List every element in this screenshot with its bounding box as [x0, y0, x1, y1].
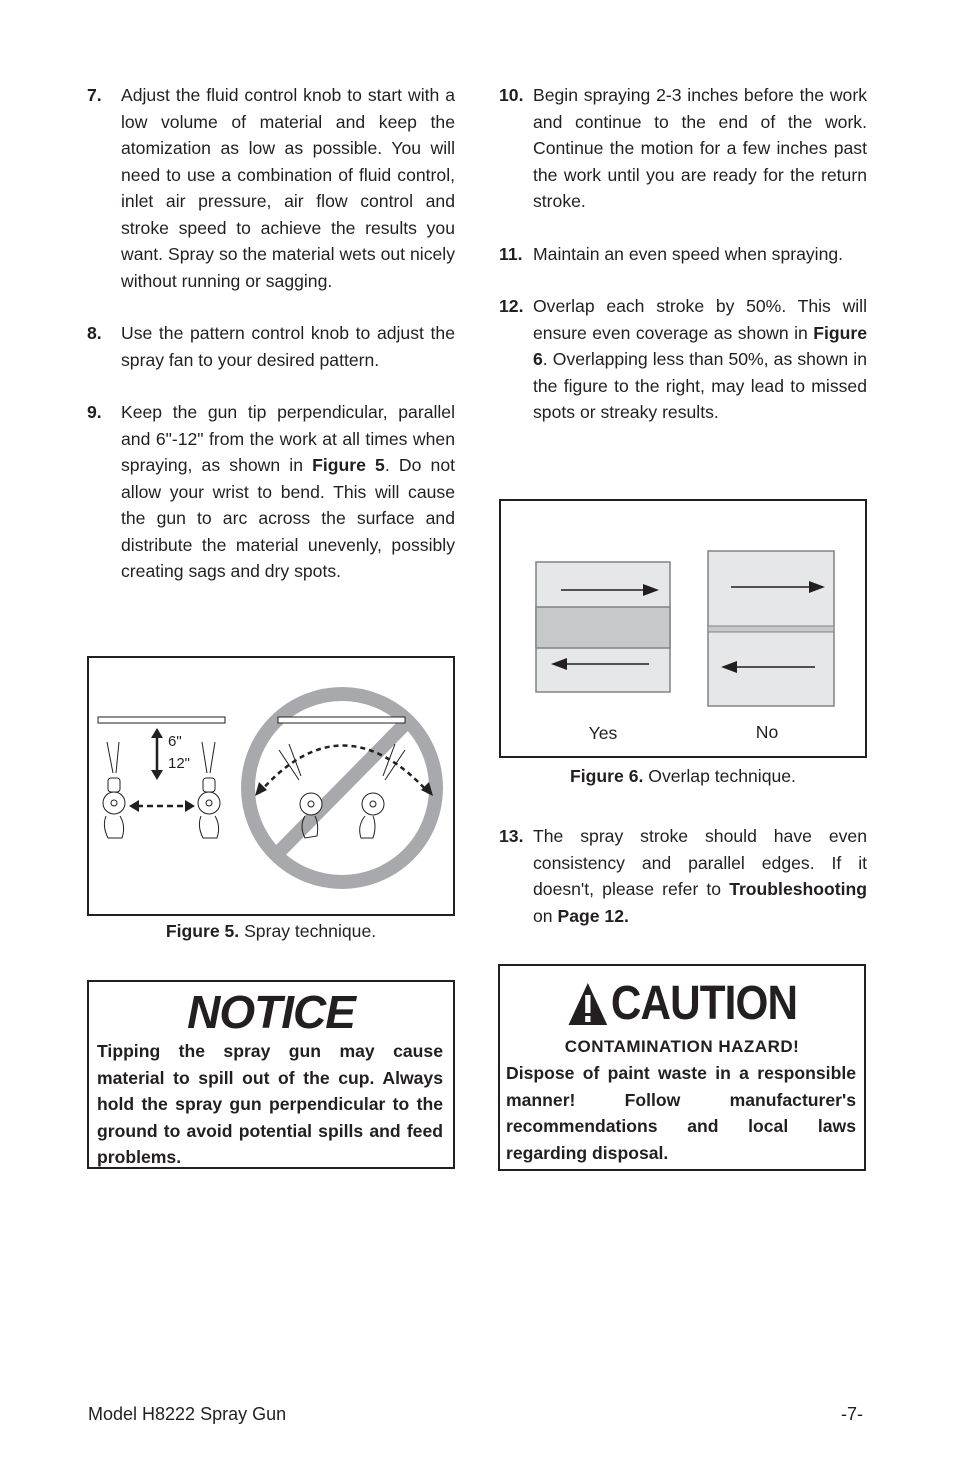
- figure-reference: Figure 5: [312, 455, 385, 475]
- notice-box: [87, 980, 455, 1169]
- step-text: Maintain an even speed when spraying.: [533, 243, 844, 264]
- figure-reference: Figure 6: [533, 322, 867, 369]
- caution-subtitle: CONTAMINATION HAZARD!: [564, 1037, 800, 1056]
- left-column: [87, 82, 455, 611]
- step-9: [87, 399, 455, 585]
- warning-triangle-icon: [567, 981, 609, 1027]
- distance-label-6: 6": [168, 733, 182, 750]
- figure-6-box: [499, 499, 867, 758]
- spray-gun-right-icon: [198, 742, 220, 838]
- yes-label: Yes: [588, 723, 618, 743]
- step-8: [87, 320, 455, 373]
- figure-6-caption: [499, 766, 867, 787]
- overlap-illustration: [501, 501, 865, 756]
- figure-5-caption: [87, 921, 455, 942]
- caption-label: Figure 5.: [165, 921, 240, 941]
- step-number: 7.: [87, 85, 102, 105]
- troubleshooting-reference: Troubleshooting: [729, 879, 867, 899]
- overlap-no-diagram: [708, 551, 834, 706]
- no-label: No: [755, 722, 779, 742]
- step-text: [121, 402, 455, 581]
- step-number: 13.: [499, 826, 524, 846]
- step-number: 10.: [499, 85, 524, 105]
- step-number: 11.: [499, 243, 523, 264]
- overlap-yes-diagram: [536, 562, 670, 692]
- notice-body: Tipping the spray gun may cause material to spill out of the cup. Always hold the spray gun perpendicular to the ground to avoid potential spills and feed problems.: [97, 1041, 443, 1167]
- right-column: [499, 82, 867, 452]
- step-text-part: Overlap each stroke by 50%. This will ensure even coverage as shown in: [533, 296, 867, 343]
- step-text: Begin spraying 2-3 inches before the work and continue to the end of the work. Continue the motion for a few inches past the work until you are ready for the return stroke.: [533, 85, 867, 211]
- step-text: [533, 826, 867, 926]
- spray-technique-illustration: [89, 658, 453, 914]
- caution-box: [498, 964, 866, 1171]
- caption-text: Spray technique.: [239, 921, 377, 941]
- caption-label: Figure 6.: [570, 766, 644, 786]
- caution-header: [522, 976, 842, 1032]
- step-number: 8.: [87, 323, 102, 343]
- step-text-part: . Overlapping less than 50%, as shown in the figure to the right, may lead to missed spots or streaky results.: [533, 349, 867, 422]
- page-reference: Page 12.: [557, 905, 629, 926]
- step-11: [499, 241, 867, 268]
- step-7: [87, 82, 455, 294]
- step-text: [533, 296, 867, 422]
- step-text-part: . Do not allow your wrist to bend. This will cause the gun to arc across the surface and distribute the material unevenly, possibly creating sags and dry spots.: [121, 455, 455, 581]
- caution-title: CAUTION: [610, 977, 798, 1030]
- step-number: 9.: [87, 402, 102, 422]
- caption-text: Overlap technique.: [643, 766, 796, 786]
- notice-title: NOTICE: [187, 986, 355, 1038]
- footer-page-number: -7-: [841, 1404, 863, 1424]
- step-text: Use the pattern control knob to adjust the spray fan to your desired pattern.: [121, 323, 455, 370]
- distance-label-12: 12": [168, 755, 191, 772]
- step-text-part: The spray stroke should have even consistency and parallel edges. If it doesn't, please refer to: [533, 826, 867, 899]
- figure-5-box: [87, 656, 455, 916]
- caution-body: Dispose of paint waste in a responsible manner! Follow manufacturer's recommendations and local laws regarding disposal.: [506, 1063, 856, 1163]
- step-text-part: Keep the gun tip perpendicular, parallel and 6"-12" from the work at all times when spraying, as shown in: [121, 402, 455, 475]
- step-text-part: on: [533, 905, 558, 926]
- step-text: Adjust the fluid control knob to start with a low volume of material and keep the atomization as low as possible. You will need to use a combination of fluid control, inlet air pressure, air flow control and stroke speed to achieve the results you want. Spray so the material wets out nicely without running or sagging.: [121, 85, 455, 291]
- spray-gun-left-icon: [103, 742, 125, 838]
- step-10: [499, 82, 867, 215]
- footer-model: Model H8222 Spray Gun: [88, 1404, 287, 1424]
- step-13: [499, 823, 867, 929]
- step-12: [499, 293, 867, 426]
- step-number: 12.: [499, 296, 524, 316]
